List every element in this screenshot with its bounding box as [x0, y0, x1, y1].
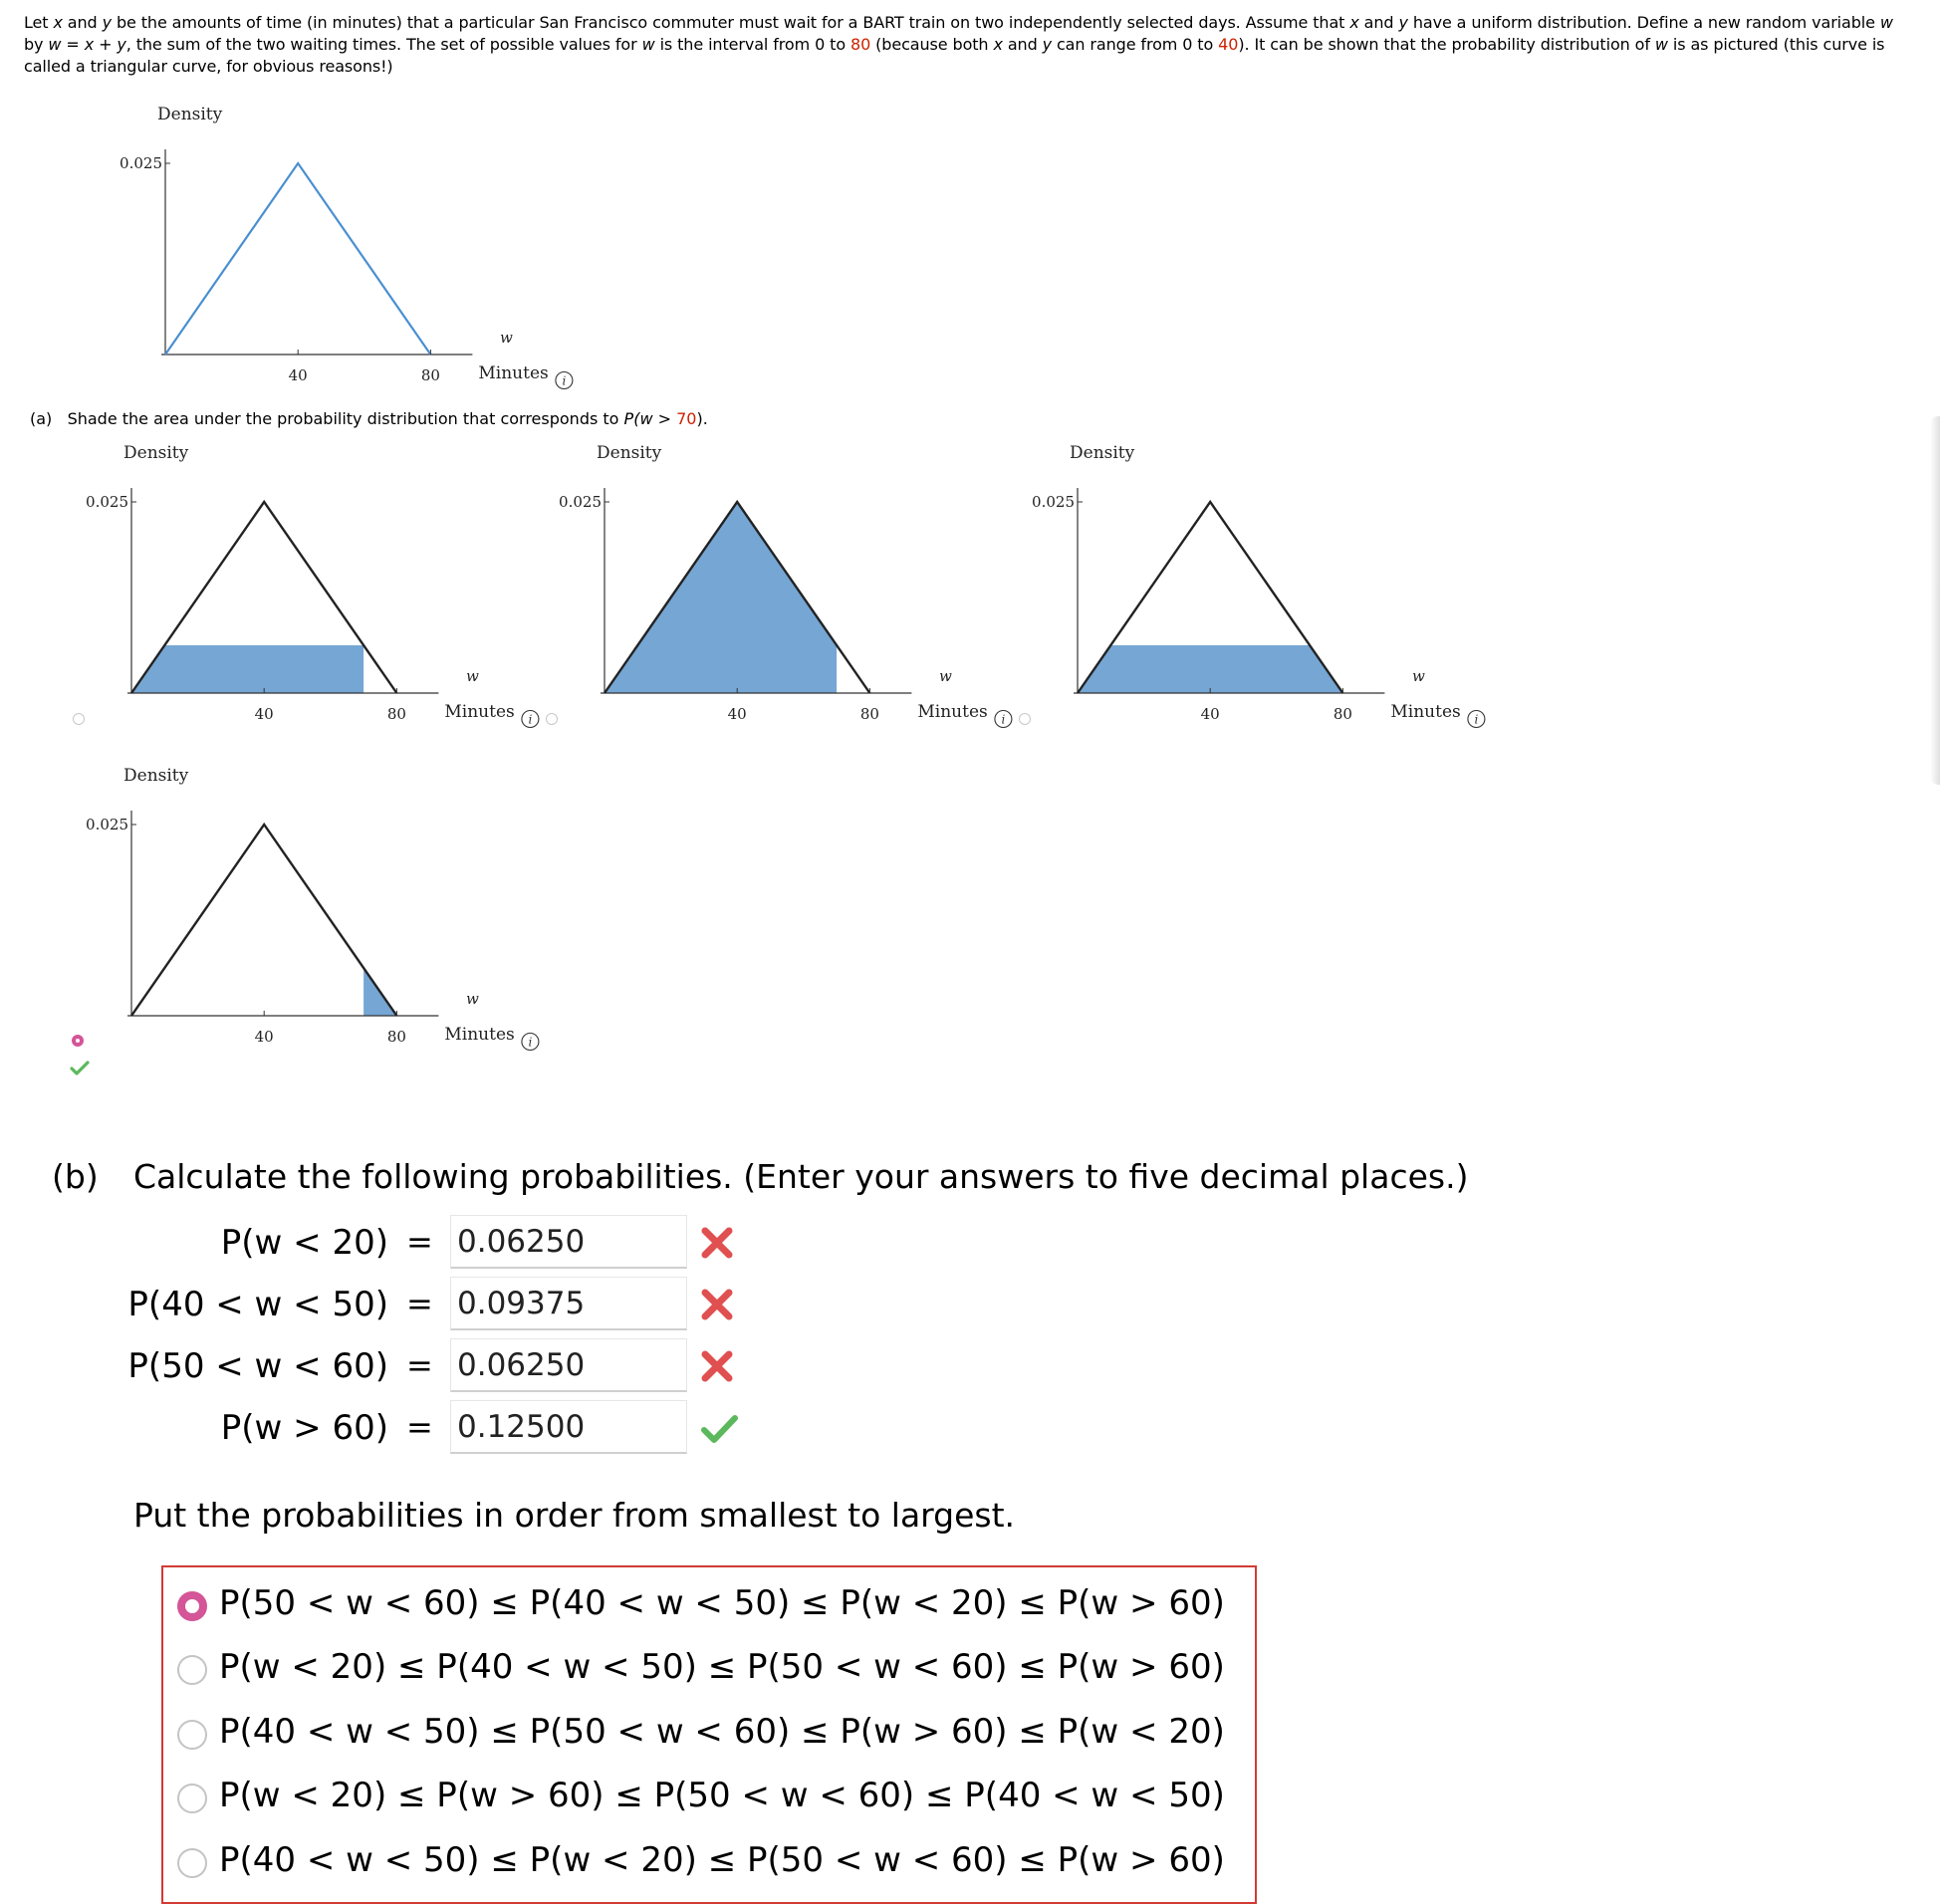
part-a-option-4-radio[interactable] [72, 1035, 84, 1047]
x-axis-unit: Minutes [444, 1025, 515, 1045]
prob-expression: P(w < 20) [220, 1223, 388, 1263]
part-a-option-2-radio[interactable] [546, 713, 558, 725]
order-option-label: P(w < 20) ≤ P(w > 60) ≤ P(50 < w < 60) ≤ P(40 < w < 50) [219, 1776, 1225, 1815]
info-icon-glyph: i [528, 712, 533, 727]
x-tick-label: 80 [859, 705, 879, 723]
x-axis-variable: w [938, 667, 952, 685]
info-icon[interactable] [1468, 711, 1485, 728]
y-tick-label: 0.025 [559, 493, 602, 511]
prob-row-3 [129, 1338, 827, 1394]
part-a-threshold: 70 [676, 409, 697, 428]
option-chart-3 [1004, 438, 1522, 737]
part-a-option-1-radio[interactable] [73, 713, 85, 725]
y-axis-title: Density [123, 443, 189, 463]
order-option-3-radio[interactable] [177, 1720, 207, 1750]
problem-intro: Let x and y be the amounts of time (in minutes) that a particular San Francisco commuter must wait for a BART train on two independently selected days. Assume that x and y have a uniform distribution. Define a new random variable w by w = x + y, the sum of the two waiting times. The set of possible values for w is the interval from 0 to 80 (because both x and y can range from 0 to 40). It can be shown that the probability distribution of w is as pictured (this curve is called a triangular curve, for obvious reasons!) [24, 13, 1893, 76]
part-a-prompt: (a) Shade the area under the probability distribution that corresponds to P(w > 70). [30, 409, 708, 428]
range-max-value: 40 [1218, 35, 1239, 54]
info-icon-glyph: i [1474, 712, 1479, 727]
x-tick-label: 80 [1333, 705, 1352, 723]
p-40-w-50-input[interactable] [450, 1277, 687, 1330]
y-tick-label: 0.025 [86, 493, 128, 511]
x-axis-unit: Minutes [444, 702, 515, 722]
equals-sign: = [406, 1285, 433, 1322]
x-tick-label: 40 [727, 705, 747, 723]
x-tick-label: 40 [254, 705, 274, 723]
shaded-band-region [1078, 645, 1342, 693]
order-option-2-radio[interactable] [177, 1655, 207, 1685]
x-tick-label: 80 [386, 1028, 406, 1046]
x-tick-label: 80 [420, 366, 440, 384]
incorrect-x-icon [699, 1348, 735, 1384]
reference-chart [92, 100, 609, 398]
x-axis-unit: Minutes [917, 702, 988, 722]
scroll-panel-edge [1930, 416, 1940, 785]
info-icon-glyph: i [528, 1035, 533, 1050]
incorrect-x-icon [699, 1287, 735, 1322]
shaded-left-region [605, 502, 837, 693]
equals-sign: = [406, 1346, 433, 1384]
x-tick-label: 40 [288, 366, 308, 384]
x-axis-unit: Minutes [478, 363, 549, 383]
p-50-w-60-input[interactable] [450, 1338, 687, 1392]
y-axis-title: Density [123, 766, 189, 786]
y-axis-title: Density [597, 443, 662, 463]
y-tick-label: 0.025 [120, 154, 162, 172]
order-option-1[interactable] [171, 1581, 1247, 1633]
part-a-option-3-radio[interactable] [1019, 713, 1031, 725]
order-option-2[interactable] [171, 1645, 1247, 1697]
order-option-label: P(40 < w < 50) ≤ P(50 < w < 60) ≤ P(w > 60) ≤ P(w < 20) [219, 1712, 1225, 1752]
prob-expression: P(50 < w < 60) [127, 1346, 388, 1386]
x-axis-variable: w [465, 990, 479, 1008]
density-curve [165, 163, 430, 355]
y-tick-label: 0.025 [86, 816, 128, 833]
prob-row-1 [129, 1215, 827, 1271]
info-icon[interactable] [522, 1034, 539, 1051]
order-option-4-radio[interactable] [177, 1784, 207, 1813]
option-chart-4 [58, 761, 576, 1060]
part-a-label: (a) [30, 409, 53, 428]
shaded-band-region [131, 645, 364, 693]
info-icon-glyph: i [1001, 712, 1006, 727]
order-option-3[interactable] [171, 1710, 1247, 1762]
upper-bound-value: 80 [850, 35, 871, 54]
correct-check-icon [699, 1410, 739, 1446]
prob-expression: P(40 < w < 50) [127, 1285, 388, 1324]
y-axis-title: Density [1070, 443, 1135, 463]
prob-expression: P(w > 60) [220, 1408, 388, 1448]
x-axis-variable: w [1411, 667, 1425, 685]
x-axis-unit: Minutes [1390, 702, 1461, 722]
prob-row-4 [129, 1400, 827, 1456]
part-a-correct-check-icon [70, 1060, 90, 1075]
equals-sign: = [406, 1408, 433, 1446]
x-axis-variable: w [465, 667, 479, 685]
order-option-label: P(w < 20) ≤ P(40 < w < 50) ≤ P(50 < w < 60) ≤ P(w > 60) [219, 1647, 1225, 1687]
density-curve [131, 825, 396, 1016]
order-instruction: Put the probabilities in order from smallest to largest. [133, 1496, 1016, 1535]
option-chart-1 [58, 438, 576, 737]
x-tick-label: 40 [1200, 705, 1220, 723]
x-tick-label: 40 [254, 1028, 274, 1046]
x-tick-label: 80 [386, 705, 406, 723]
order-options-group [161, 1565, 1257, 1904]
prob-row-2 [129, 1277, 827, 1332]
order-option-5-radio[interactable] [177, 1848, 207, 1878]
order-option-label: P(50 < w < 60) ≤ P(40 < w < 50) ≤ P(w < 20) ≤ P(w > 60) [219, 1583, 1225, 1623]
info-icon-glyph: i [562, 373, 567, 388]
p-w-gt-60-input[interactable] [450, 1400, 687, 1454]
y-tick-label: 0.025 [1032, 493, 1075, 511]
x-axis-variable: w [499, 329, 513, 347]
order-option-4[interactable] [171, 1774, 1247, 1825]
order-option-label: P(40 < w < 50) ≤ P(w < 20) ≤ P(50 < w < 60) ≤ P(w > 60) [219, 1840, 1225, 1880]
y-axis-title: Density [157, 105, 223, 124]
option-chart-2 [531, 438, 1049, 737]
p-w-lt-20-input[interactable] [450, 1215, 687, 1269]
order-option-5[interactable] [171, 1838, 1247, 1890]
part-b-label: (b) [52, 1157, 99, 1196]
order-option-1-radio[interactable] [177, 1591, 207, 1621]
part-b-instruction: (b) Calculate the following probabilities. (Enter your answers to five decimal places.) [52, 1155, 1468, 1199]
info-icon[interactable] [556, 372, 573, 389]
equals-sign: = [406, 1223, 433, 1261]
incorrect-x-icon [699, 1225, 735, 1261]
